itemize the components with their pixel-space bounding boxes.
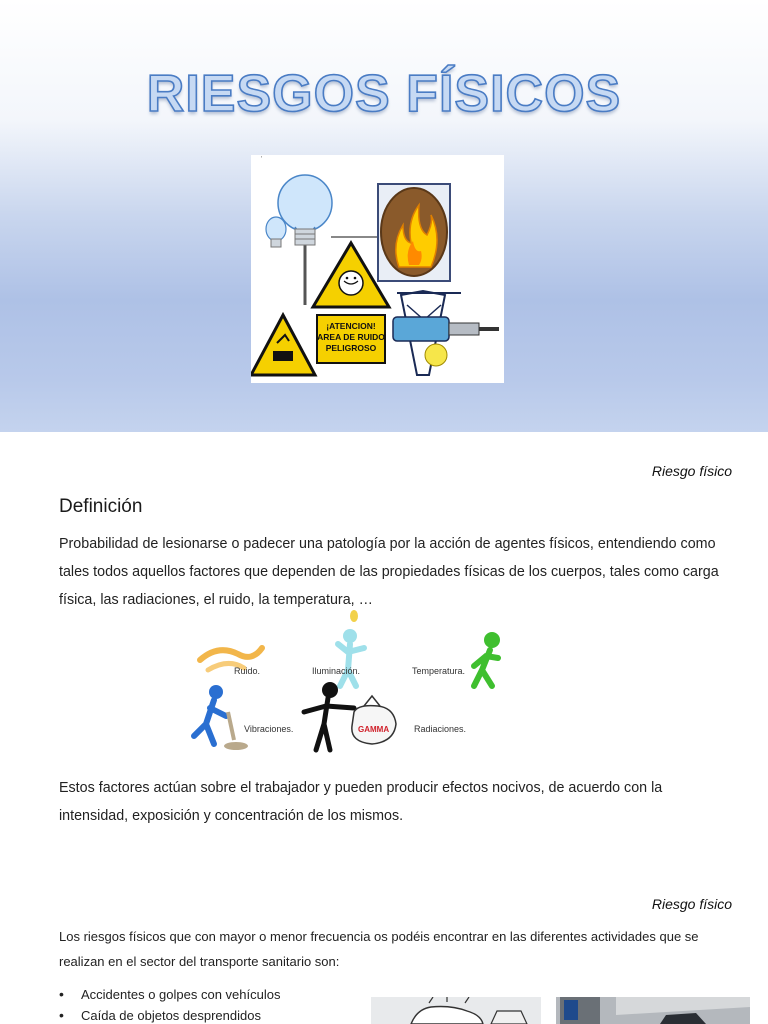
falling-objects-image	[556, 997, 750, 1024]
page-header-label-2: Riesgo físico	[651, 896, 732, 912]
definition-heading: Definición	[59, 496, 143, 517]
list-item: • Accidentes o golpes con vehículos	[59, 984, 280, 1005]
noise-area-sign	[317, 315, 385, 363]
vehicle-accident-image	[371, 997, 541, 1024]
page-header-label: Riesgo físico	[651, 463, 732, 479]
physical-risks-collage	[251, 155, 504, 383]
chemical-warning-icon	[251, 315, 315, 375]
cover-title: RIESGOS FÍSICOS	[146, 65, 622, 123]
small-light-bulb-icon	[266, 217, 286, 247]
temperature-label: Temperatura.	[412, 666, 466, 676]
vibrations-label: Vibraciones.	[244, 724, 294, 734]
gamma-label: GAMMA	[358, 725, 390, 734]
radiation-icon	[304, 682, 396, 750]
definition-paragraph: Probabilidad de lesionarse o padecer una patología por la acción de agentes físicos, entendiendo como tales todos aquellos factores que dependen de las propiedades físicas de los cuerpos, tales como carga física, las radiaciones, el ruido, la temperatura, …	[59, 536, 719, 608]
light-bulb-icon	[278, 175, 332, 305]
transport-risks-intro: Los riesgos físicos que con mayor o menor frecuencia os podéis encontrar en las diferentes actividades que se realizan en el sector del transporte sanitario son:	[59, 929, 699, 969]
fire-icon	[378, 184, 450, 281]
svg-text:¡ATENCION!: ¡ATENCION!	[326, 321, 376, 331]
effects-paragraph: Estos factores actúan sobre el trabajador y pueden producir efectos nocivos, de acuerdo con la intensidad, exposición y concentración de los mismos.	[59, 780, 663, 824]
svg-text:ˈ: ˈ	[260, 155, 263, 164]
svg-text:PELIGROSO: PELIGROSO	[325, 343, 377, 353]
noise-label: Ruido.	[234, 666, 261, 676]
radiations-label: Radiaciones.	[414, 724, 467, 734]
list-item: • Caída de objetos desprendidos	[59, 1005, 280, 1024]
physical-agents-illustration	[178, 608, 518, 758]
lighting-label: Iluminación.	[312, 666, 361, 676]
cover-section	[0, 0, 768, 432]
vibrations-icon	[194, 685, 248, 750]
risk-list	[59, 984, 280, 1024]
drill-icon	[393, 317, 499, 366]
temperature-icon	[474, 632, 500, 686]
svg-text:AREA DE RUIDO: AREA DE RUIDO	[317, 332, 385, 342]
